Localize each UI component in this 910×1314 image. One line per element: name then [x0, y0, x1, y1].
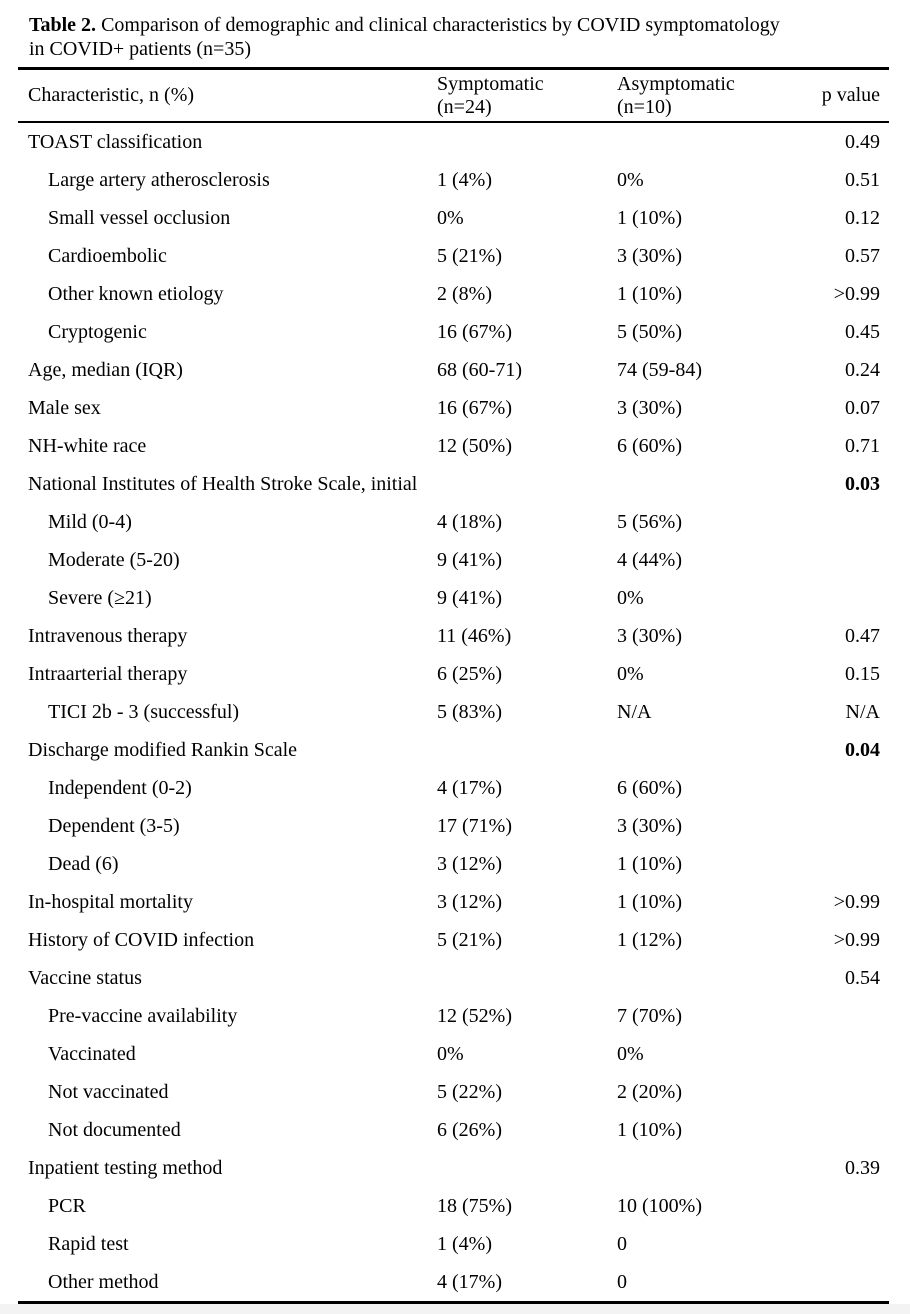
characteristic-cell: Other known etiology: [48, 282, 224, 305]
p-value-cell: 0.12: [845, 206, 880, 229]
symptomatic-cell: 2 (8%): [437, 282, 492, 305]
characteristic-cell: Intravenous therapy: [28, 624, 188, 647]
symptomatic-cell: 9 (41%): [437, 586, 502, 609]
table-row: [18, 465, 889, 503]
p-value-cell: N/A: [845, 700, 880, 723]
characteristic-cell: Not documented: [48, 1118, 181, 1141]
table-body: [0, 123, 910, 1301]
characteristic-cell: Rapid test: [48, 1232, 129, 1255]
symptomatic-cell: 16 (67%): [437, 320, 512, 343]
header-symptomatic-line1: Symptomatic: [437, 72, 544, 95]
characteristic-cell: Vaccinated: [48, 1042, 136, 1065]
asymptomatic-cell: N/A: [617, 700, 652, 723]
symptomatic-cell: 5 (21%): [437, 928, 502, 951]
p-value-cell: 0.54: [845, 966, 880, 989]
table-row: [18, 1111, 889, 1149]
table-row: [18, 655, 889, 693]
table-row: [18, 883, 889, 921]
asymptomatic-cell: 6 (60%): [617, 434, 682, 457]
characteristic-cell: Other method: [48, 1270, 159, 1293]
asymptomatic-cell: 4 (44%): [617, 548, 682, 571]
p-value-cell: 0.39: [845, 1156, 880, 1179]
table-row: [18, 1263, 889, 1301]
symptomatic-cell: 68 (60-71): [437, 358, 522, 381]
symptomatic-cell: 12 (50%): [437, 434, 512, 457]
asymptomatic-cell: 1 (10%): [617, 1118, 682, 1141]
asymptomatic-cell: 0: [617, 1232, 627, 1255]
characteristic-cell: Cryptogenic: [48, 320, 147, 343]
table-number: Table 2.: [29, 14, 97, 36]
header-characteristic: Characteristic, n (%): [28, 84, 195, 106]
asymptomatic-cell: 0%: [617, 168, 644, 191]
table-row: [18, 313, 889, 351]
asymptomatic-cell: 0: [617, 1270, 627, 1293]
characteristic-cell: TOAST classification: [28, 130, 203, 153]
symptomatic-cell: 4 (17%): [437, 1270, 502, 1293]
symptomatic-cell: 4 (18%): [437, 510, 502, 533]
header-symptomatic: [437, 73, 617, 119]
p-value-cell: 0.57: [845, 244, 880, 267]
characteristic-cell: Independent (0-2): [48, 776, 192, 799]
asymptomatic-cell: 1 (12%): [617, 928, 682, 951]
symptomatic-cell: 6 (26%): [437, 1118, 502, 1141]
asymptomatic-cell: 5 (56%): [617, 510, 682, 533]
table-row: [18, 997, 889, 1035]
characteristic-cell: Inpatient testing method: [28, 1156, 223, 1179]
header-asymptomatic-line2: (n=10): [617, 95, 672, 118]
symptomatic-cell: 3 (12%): [437, 890, 502, 913]
table-row: [18, 427, 889, 465]
table-row: [18, 1149, 889, 1187]
table-header: [18, 70, 889, 121]
table-row: [18, 389, 889, 427]
asymptomatic-cell: 2 (20%): [617, 1080, 682, 1103]
bottom-strip: [0, 1304, 910, 1314]
characteristic-cell: Severe (≥21): [48, 586, 152, 609]
table-row: [18, 237, 889, 275]
header-asymptomatic-line1: Asymptomatic: [617, 72, 735, 95]
symptomatic-cell: 4 (17%): [437, 776, 502, 799]
table-row: [18, 351, 889, 389]
asymptomatic-cell: 1 (10%): [617, 206, 682, 229]
characteristic-cell: Intraarterial therapy: [28, 662, 188, 685]
characteristic-cell: Pre-vaccine availability: [48, 1004, 238, 1027]
asymptomatic-cell: 1 (10%): [617, 282, 682, 305]
p-value-cell: >0.99: [833, 282, 880, 305]
symptomatic-cell: 1 (4%): [437, 1232, 492, 1255]
p-value-cell: 0.03: [845, 472, 880, 495]
table-row: [18, 161, 889, 199]
symptomatic-cell: 1 (4%): [437, 168, 492, 191]
characteristic-cell: Dead (6): [48, 852, 119, 875]
table-row: [18, 693, 889, 731]
characteristic-cell: Not vaccinated: [48, 1080, 169, 1103]
p-value-cell: >0.99: [833, 890, 880, 913]
asymptomatic-cell: 6 (60%): [617, 776, 682, 799]
characteristic-cell: PCR: [48, 1194, 86, 1217]
characteristic-cell: Dependent (3-5): [48, 814, 180, 837]
table-row: [18, 807, 889, 845]
symptomatic-cell: 5 (83%): [437, 700, 502, 723]
asymptomatic-cell: 0%: [617, 1042, 644, 1065]
caption-line2: in COVID+ patients (n=35): [29, 38, 251, 60]
header-p-value: p value: [821, 84, 880, 106]
symptomatic-cell: 6 (25%): [437, 662, 502, 685]
asymptomatic-cell: 5 (50%): [617, 320, 682, 343]
table-caption: [29, 13, 885, 61]
table-row: [18, 769, 889, 807]
table-row: [18, 503, 889, 541]
table-row: [18, 1187, 889, 1225]
table-row: [18, 959, 889, 997]
characteristic-cell: TICI 2b - 3 (successful): [48, 700, 240, 723]
asymptomatic-cell: 74 (59-84): [617, 358, 702, 381]
symptomatic-cell: 3 (12%): [437, 852, 502, 875]
header-asymptomatic: [617, 73, 803, 119]
table-row: [18, 123, 889, 161]
caption-line1: Comparison of demographic and clinical characteristics by COVID symptomatology: [101, 14, 780, 36]
table-row: [18, 199, 889, 237]
characteristic-cell: Mild (0-4): [48, 510, 132, 533]
symptomatic-cell: 5 (22%): [437, 1080, 502, 1103]
symptomatic-cell: 9 (41%): [437, 548, 502, 571]
symptomatic-cell: 12 (52%): [437, 1004, 512, 1027]
table-row: [18, 921, 889, 959]
symptomatic-cell: 0%: [437, 1042, 464, 1065]
table-row: [18, 1035, 889, 1073]
characteristic-cell: Cardioembolic: [48, 244, 167, 267]
symptomatic-cell: 5 (21%): [437, 244, 502, 267]
p-value-cell: 0.04: [845, 738, 880, 761]
characteristic-cell: Male sex: [28, 396, 101, 419]
p-value-cell: 0.24: [845, 358, 880, 381]
characteristic-cell: Small vessel occlusion: [48, 206, 231, 229]
asymptomatic-cell: 0%: [617, 586, 644, 609]
asymptomatic-cell: 3 (30%): [617, 814, 682, 837]
characteristic-cell: Large artery atherosclerosis: [48, 168, 270, 191]
symptomatic-cell: 18 (75%): [437, 1194, 512, 1217]
characteristic-cell: Vaccine status: [28, 966, 142, 989]
characteristic-cell: Moderate (5-20): [48, 548, 180, 571]
characteristic-cell: NH-white race: [28, 434, 147, 457]
asymptomatic-cell: 3 (30%): [617, 624, 682, 647]
characteristic-cell: Discharge modified Rankin Scale: [28, 738, 298, 761]
characteristic-cell: History of COVID infection: [28, 928, 255, 951]
p-value-cell: 0.71: [845, 434, 880, 457]
characteristic-cell: In-hospital mortality: [28, 890, 193, 913]
table-row: [18, 1073, 889, 1111]
table-row: [18, 845, 889, 883]
p-value-cell: 0.49: [845, 130, 880, 153]
asymptomatic-cell: 3 (30%): [617, 396, 682, 419]
symptomatic-cell: 11 (46%): [437, 624, 512, 647]
p-value-cell: 0.07: [845, 396, 880, 419]
table-row: [18, 1225, 889, 1263]
p-value-cell: 0.51: [845, 168, 880, 191]
p-value-cell: 0.47: [845, 624, 880, 647]
asymptomatic-cell: 0%: [617, 662, 644, 685]
p-value-cell: >0.99: [833, 928, 880, 951]
asymptomatic-cell: 7 (70%): [617, 1004, 682, 1027]
table-row: [18, 275, 889, 313]
asymptomatic-cell: 3 (30%): [617, 244, 682, 267]
asymptomatic-cell: 1 (10%): [617, 852, 682, 875]
p-value-cell: 0.15: [845, 662, 880, 685]
table-row: [18, 617, 889, 655]
asymptomatic-cell: 10 (100%): [617, 1194, 702, 1217]
table-row: [18, 731, 889, 769]
characteristic-cell: Age, median (IQR): [28, 358, 183, 381]
p-value-cell: 0.45: [845, 320, 880, 343]
symptomatic-cell: 0%: [437, 206, 464, 229]
symptomatic-cell: 16 (67%): [437, 396, 512, 419]
table-row: [18, 579, 889, 617]
table-row: [18, 541, 889, 579]
symptomatic-cell: 17 (71%): [437, 814, 512, 837]
header-symptomatic-line2: (n=24): [437, 95, 492, 118]
asymptomatic-cell: 1 (10%): [617, 890, 682, 913]
characteristic-cell: National Institutes of Health Stroke Scale, initial: [28, 472, 418, 495]
